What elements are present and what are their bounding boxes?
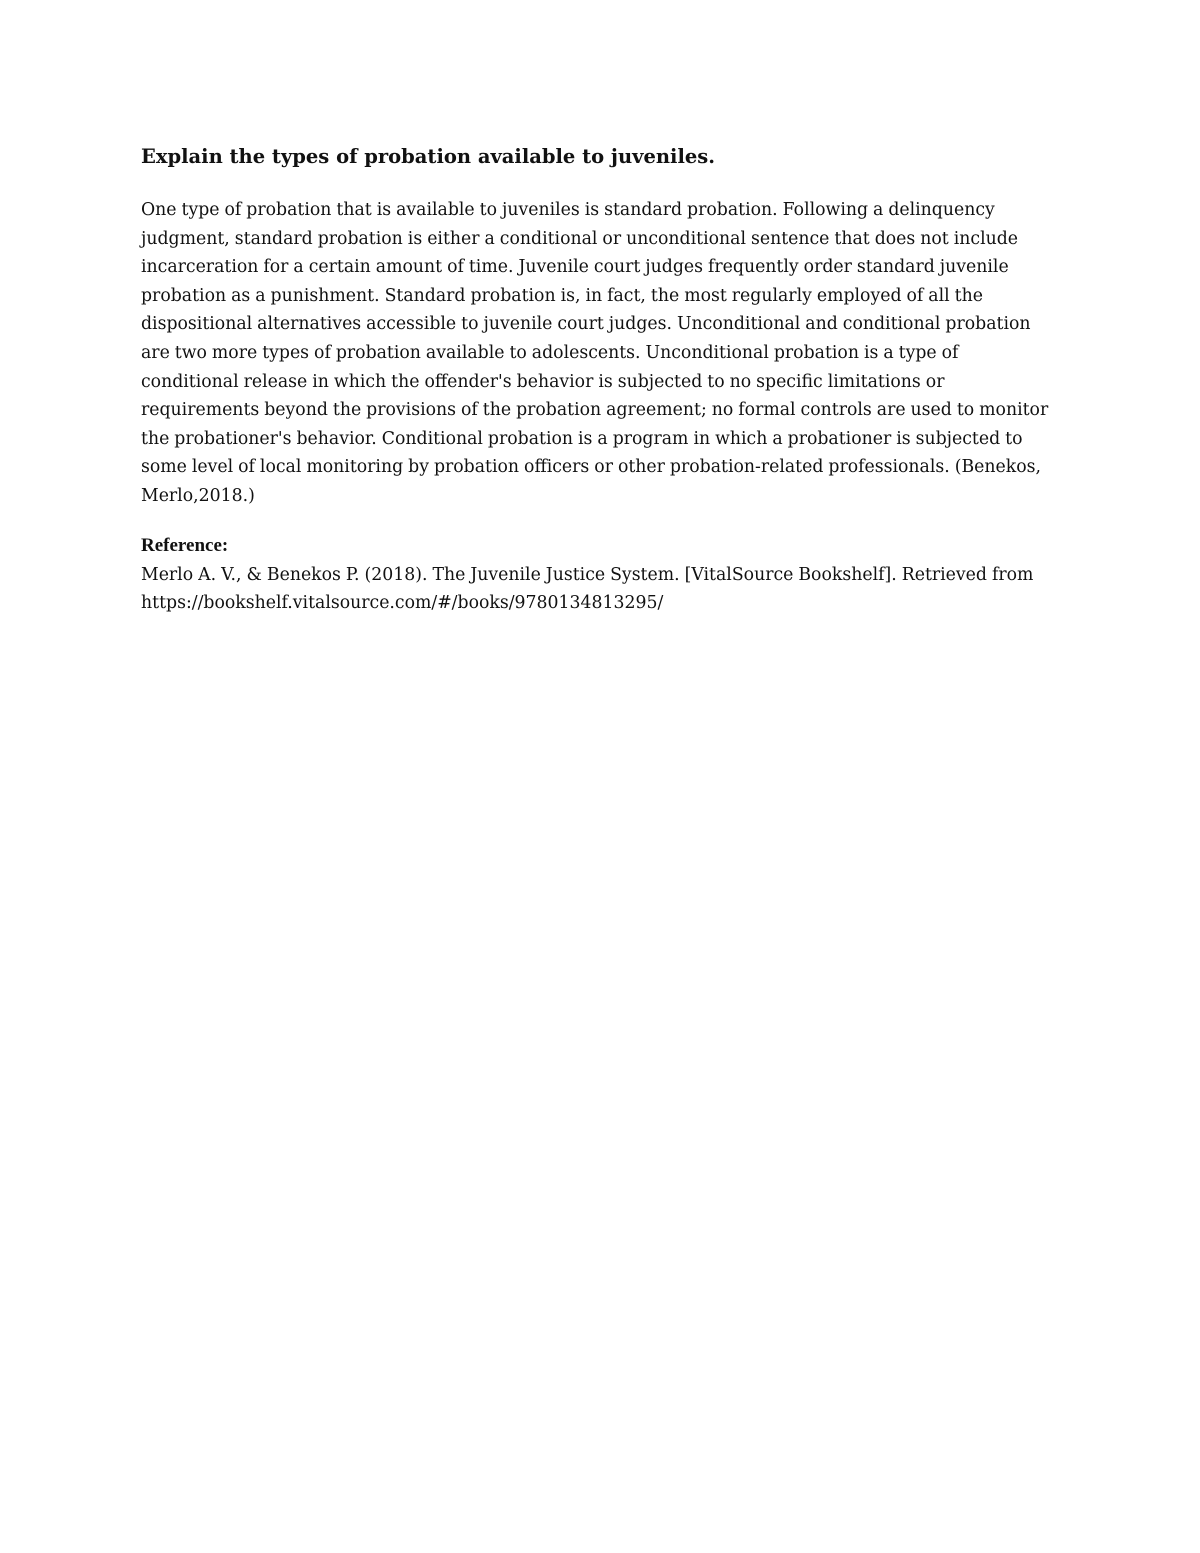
document-body bbox=[141, 140, 1059, 618]
reference-entry: Merlo A. V., & Benekos P. (2018). The Juvenile Justice System. [VitalSource Bookshelf]. Retrieved from https://bookshelf.vitalsource.com/#/books/9780134813295/ bbox=[141, 564, 1034, 614]
question-heading: Explain the types of probation available to juveniles. bbox=[141, 145, 716, 168]
reference-heading: Reference: bbox=[141, 534, 229, 556]
answer-paragraph: One type of probation that is available to juveniles is standard probation. Following a delinquency judgment, standard probation is either a conditional or unconditional sentence that does not include incarceration for a certain amount of time. Juvenile court judges frequently order standard juvenile probation as a punishment. Standard probation is, in fact, the most regularly employed of all the dispositional alternatives accessible to juvenile court judges. Unconditional and conditional probation are two more types of probation available to adolescents. Unconditional probation is a type of conditional release in which the offender's behavior is subjected to no specific limitations or requirements beyond the provisions of the probation agreement; no formal controls are used to monitor the probationer's behavior. Conditional probation is a program in which a probationer is subjected to some level of local monitoring by probation officers or other probation-related professionals. (Benekos, Merlo,2018.) bbox=[141, 200, 1049, 506]
